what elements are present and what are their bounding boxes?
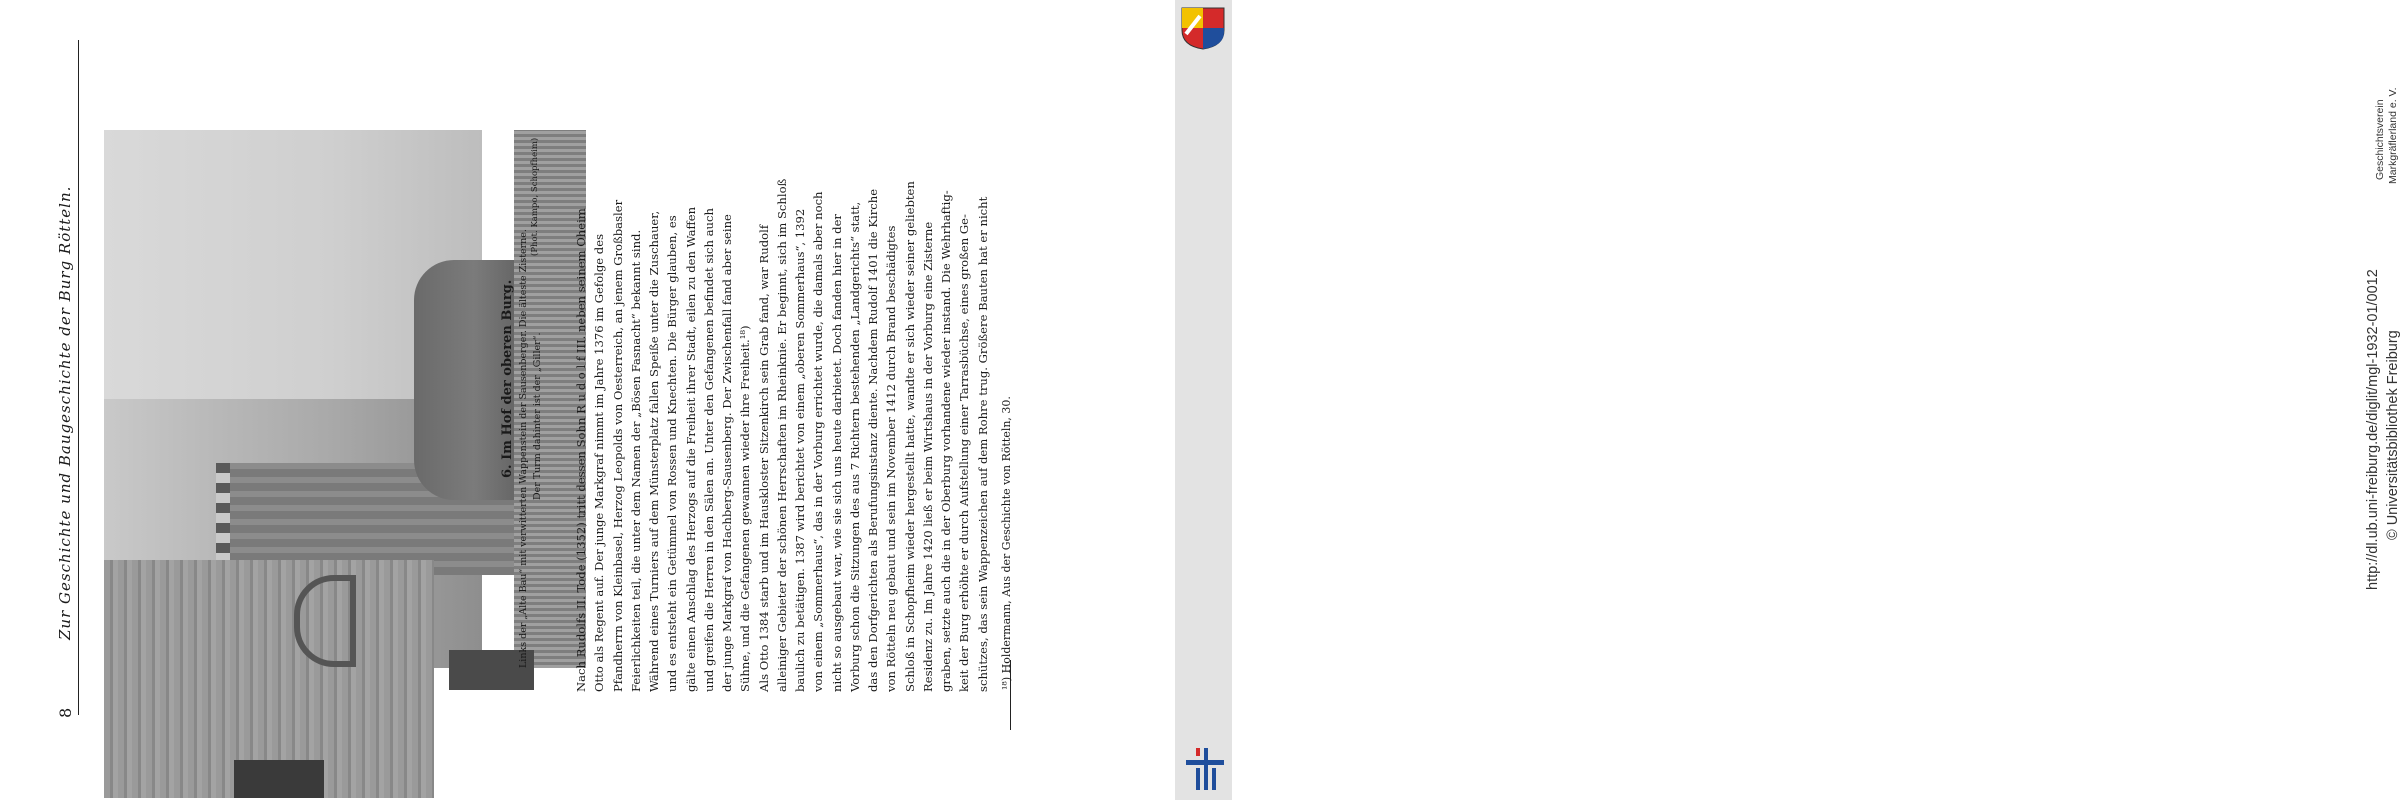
body-line: und es entsteht ein Getümmel von Rossen und Knechten. Die Bürger glauben, es	[665, 215, 680, 692]
copyright-notice: © Universitätsbibliothek Freiburg	[2385, 330, 2401, 540]
viewer-sidebar	[1175, 0, 2401, 800]
photo-window	[234, 760, 324, 798]
university-library-logo-icon	[1182, 746, 1228, 792]
body-line: alleiniger Gebieter der schönen Herrschaften im Rheinknie. Er beginnt, sich im Schloß	[774, 178, 789, 692]
body-line: von einem „Sommerhaus“, das in der Vorburg errichtet wurde, die damals aber noch	[811, 191, 826, 692]
society-name-line2: Markgräflerland e. V.	[2387, 87, 2399, 184]
body-line: keit der Burg erhöhte er durch Aufstellung einer Tarrasbüchse, eines großen Ge-	[957, 214, 972, 692]
body-line: nicht so ausgebaut war, wie sie sich uns heute darbietet. Doch fanden hier in der	[829, 214, 844, 692]
photo-arch	[294, 575, 356, 667]
body-line: Als Otto 1384 starb und im Hauskloster Sitzenkirch sein Grab fand, war Rudolf	[756, 224, 771, 692]
body-line: Pfandherrn von Kleinbasel, Herzog Leopolds von Oesterreich, an jenem Großbasler	[610, 199, 625, 692]
page-number: 8	[56, 707, 75, 718]
figure-caption: Der Turm dahinter ist der „Giller“.	[532, 332, 543, 500]
footnote: ¹⁸) Holdermann, Aus der Geschichte von Rötteln, 30.	[1000, 396, 1013, 690]
running-head: Zur Geschichte und Baugeschichte der Burg Rötteln.	[56, 185, 74, 640]
body-line: Residenz zu. Im Jahre 1420 ließ er beim Wirtshaus in der Vorburg eine Zisterne	[920, 221, 935, 692]
header-rule	[78, 40, 79, 715]
body-line: Schloß in Schopfheim wieder hergestellt hatte, wandte er sich wieder seiner geliebten	[902, 181, 917, 692]
society-name-line1: Geschichtsverein	[2374, 99, 2386, 180]
body-line: das den Dorfgerichten als Berufungsinstanz diente. Nachdem Rudolf 1401 die Kirche	[866, 188, 880, 692]
permalink-url[interactable]: http://dl.ub.uni-freiburg.de/diglit/mgl-1932-01/0012	[2365, 269, 2381, 590]
body-line: graben, setzte auch die in der Oberburg vorhandene wieder instand. Die Wehrhaftig-	[939, 190, 953, 692]
body-line: Otto als Regent auf. Der junge Markgraf nimmt im Jahre 1376 im Gefolge des	[592, 233, 607, 692]
body-line: baulich zu betätigen. 1387 wird berichtet von einem „oberen Sommerhaus“, 1392	[793, 208, 807, 692]
scanned-page	[0, 0, 1175, 800]
figure-title: 6. Im Hof der oberen Burg.	[500, 279, 515, 478]
body-line: Nach Rudolfs II. Tode (1352) tritt dessen Sohn R u d o l f III. neben seinem Oheim	[574, 208, 588, 692]
society-crest-icon	[1180, 6, 1226, 50]
body-line: der junge Markgraf von Hachberg-Sausenberg. Der Zwischenfall fand aber seine	[720, 214, 734, 692]
body-line: Vorburg schon die Sitzungen des aus 7 Richtern bestehenden „Landgerichts“ statt,	[847, 201, 862, 692]
figure-caption: Links der „Alte Bau“ mit verwitterten Wappenstein der Sausenberger. Die älteste Zisterne.	[518, 229, 529, 668]
body-line: gälte einen Anschlag des Herzogs auf die Freiheit ihrer Stadt, eilen zu den Waffen	[683, 206, 698, 692]
castle-courtyard-photo	[104, 130, 482, 668]
photo-tower-battlement	[216, 463, 230, 575]
body-line: Feierlichkeiten teil, die unter dem Namen der „Bösen Fasnacht“ bekannt sind.	[628, 229, 643, 692]
body-line: Sühne, und die Gefangenen gewannen wieder ihre Freiheit.¹⁸)	[738, 325, 753, 692]
body-line: Während eines Turniers auf dem Münsterplatz fallen Speiße unter die Zuschauer,	[647, 210, 661, 692]
body-line: von Rötteln neu gebaut und sein im November 1412 durch Brand beschädigtes	[884, 225, 899, 692]
figure-credit: (Phot. Kampo, Schopfheim)	[530, 137, 540, 256]
body-line: schützes, das sein Wappenzeichen auf dem Rohre trug. Größere Bauten hat er nicht	[975, 196, 990, 692]
body-line: und greifen die Herren in den Sälen an. Unter den Gefangenen befindet sich auch	[701, 208, 716, 692]
